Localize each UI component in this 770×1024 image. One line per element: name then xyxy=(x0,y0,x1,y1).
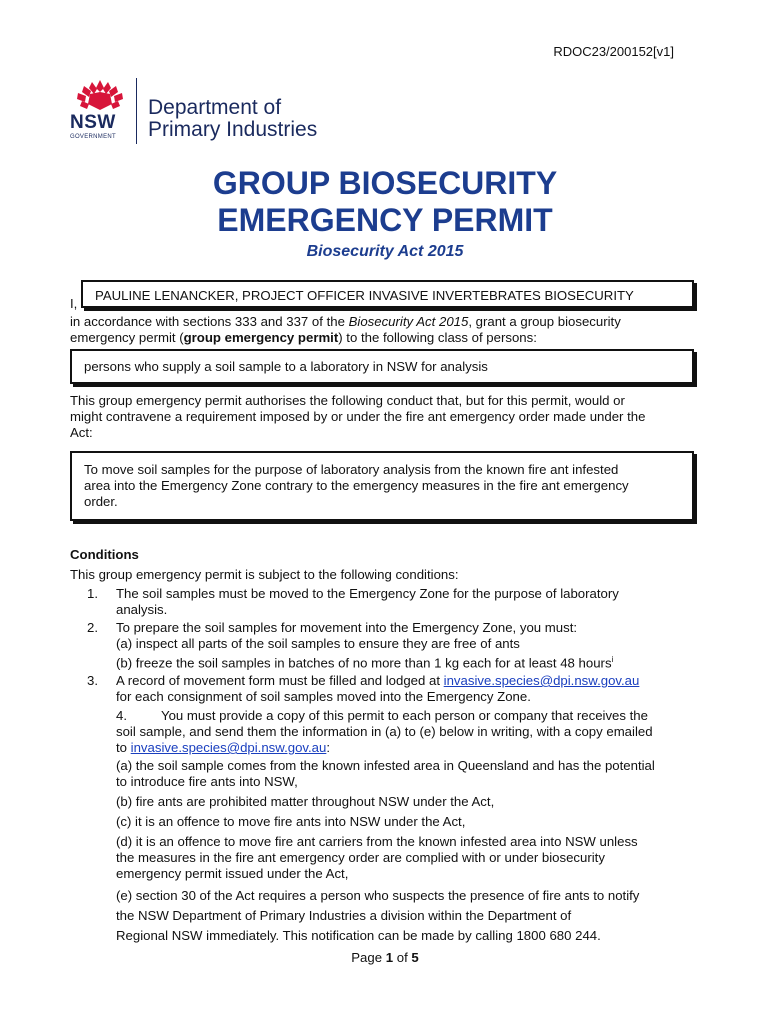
footer-page-total: 5 xyxy=(411,950,419,965)
footer-of-label: of xyxy=(396,950,408,965)
conditions-heading: Conditions xyxy=(70,547,139,562)
authorises-line: Act: xyxy=(70,425,93,440)
condition-text: to xyxy=(116,740,131,755)
list-number: 1. xyxy=(87,586,98,601)
conduct-line: To move soil samples for the purpose of laboratory analysis from the known fire ant infested xyxy=(84,462,619,477)
notice-items xyxy=(116,758,716,946)
condition-text: analysis. xyxy=(116,602,168,617)
condition-text: You must provide a copy of this permit to each person or company that receives the xyxy=(161,708,648,723)
notice-text: (d) it is an offence to move fire ant carriers from the known infested area into NSW unless xyxy=(116,834,638,849)
title-line-2: EMERGENCY PERMIT xyxy=(217,202,553,238)
condition-sub-item: (a) inspect all parts of the soil samples to ensure they are free of ants xyxy=(116,636,520,651)
grant-permit-term: group emergency permit xyxy=(183,330,339,345)
grantor-name-box xyxy=(81,280,694,308)
authorises-line: might contravene a requirement imposed by or under the fire ant emergency order made under the xyxy=(70,409,646,424)
notice-text: (e) section 30 of the Act requires a person who suspects the presence of fire ants to notify xyxy=(116,888,640,903)
condition-4 xyxy=(116,708,716,756)
grant-text-3: emergency permit ( xyxy=(70,330,184,345)
notice-item-c xyxy=(116,814,716,830)
condition-3 xyxy=(70,673,730,705)
class-of-persons: persons who supply a soil sample to a laboratory in NSW for analysis xyxy=(84,359,488,374)
notice-text: (c) it is an offence to move fire ants into NSW under the Act, xyxy=(116,814,466,829)
list-number: 2. xyxy=(87,620,98,635)
footer-page-label: Page xyxy=(351,950,383,965)
grantor-prefix: I, xyxy=(70,296,78,311)
logo-divider xyxy=(136,78,137,144)
notice-text: to introduce fire ants into NSW, xyxy=(116,774,298,789)
condition-text: for each consignment of soil samples moved into the Emergency Zone. xyxy=(116,689,531,704)
footer-page-number: 1 xyxy=(385,950,394,965)
department-name-line1: Department of xyxy=(148,96,282,119)
government-wordmark: GOVERNMENT xyxy=(70,134,117,140)
grantor-name: PAULINE LENANCKER, PROJECT OFFICER INVASIVE INVERTEBRATES BIOSECURITY xyxy=(95,288,634,303)
page-footer xyxy=(0,950,770,966)
grant-text-2: , grant a group biosecurity xyxy=(468,314,621,329)
conduct-box xyxy=(70,451,694,521)
authorises-line: This group emergency permit authorises the following conduct that, but for this permit, would or xyxy=(70,393,625,408)
notice-text: emergency permit issued under the Act, xyxy=(116,866,349,881)
endnote-marker[interactable]: i xyxy=(611,655,614,664)
dpi-logo xyxy=(70,78,360,144)
notice-item-d xyxy=(116,834,716,882)
conditions-intro: This group emergency permit is subject to the following conditions: xyxy=(70,567,459,582)
notice-item-a xyxy=(116,758,716,790)
title-line-1: GROUP BIOSECURITY xyxy=(212,165,558,201)
notice-item-b xyxy=(116,794,716,810)
grant-act-name: Biosecurity Act 2015 xyxy=(348,314,469,329)
condition-2 xyxy=(70,620,710,671)
waratah-icon xyxy=(70,78,130,112)
notice-text: (b) fire ants are prohibited matter throughout NSW under the Act, xyxy=(116,794,495,809)
class-of-persons-box xyxy=(70,349,694,384)
grant-statement xyxy=(70,314,710,346)
conduct-line: area into the Emergency Zone contrary to the emergency measures in the fire ant emergency xyxy=(84,478,629,493)
department-name-line2: Primary Industries xyxy=(148,118,318,141)
grant-text-4: ) to the following class of persons: xyxy=(338,330,537,345)
authorises-paragraph xyxy=(70,393,710,441)
condition-text: To prepare the soil samples for movement into the Emergency Zone, you must: xyxy=(116,620,578,635)
document-reference: RDOC23/200152[v1] xyxy=(553,44,674,59)
condition-text: The soil samples must be moved to the Emergency Zone for the purpose of laboratory xyxy=(116,586,619,601)
list-number: 4. xyxy=(116,708,127,723)
condition-text: A record of movement form must be filled and lodged at xyxy=(116,673,444,688)
notice-text: the NSW Department of Primary Industries a division within the Department of xyxy=(116,908,572,923)
email-link[interactable]: invasive.species@dpi.nsw.gov.au xyxy=(443,673,640,688)
condition-1 xyxy=(70,586,710,618)
condition-text: soil sample, and send them the information in (a) to (e) below in writing, with a copy emailed xyxy=(116,724,653,739)
condition-sub-text: (b) freeze the soil samples in batches of no more than 1 kg each for at least 48 hours xyxy=(116,655,612,671)
nsw-wordmark: NSW xyxy=(70,112,116,133)
notice-text: the measures in the fire ant emergency order are complied with or under biosecurity xyxy=(116,850,605,865)
notice-item-e xyxy=(116,886,716,946)
condition-text: : xyxy=(326,740,331,755)
notice-text: (a) the soil sample comes from the known infested area in Queensland and has the potential xyxy=(116,758,655,773)
list-number: 3. xyxy=(87,673,98,688)
grant-text-1: in accordance with sections 333 and 337 of the xyxy=(70,314,349,329)
notice-text: Regional NSW immediately. This notification can be made by calling 1800 680 244. xyxy=(116,928,601,943)
email-link[interactable]: invasive.species@dpi.nsw.gov.au xyxy=(130,740,327,755)
page-subtitle: Biosecurity Act 2015 xyxy=(306,243,464,260)
condition-sub-item xyxy=(116,652,710,671)
page-title xyxy=(0,165,770,239)
conduct-line: order. xyxy=(84,494,118,509)
